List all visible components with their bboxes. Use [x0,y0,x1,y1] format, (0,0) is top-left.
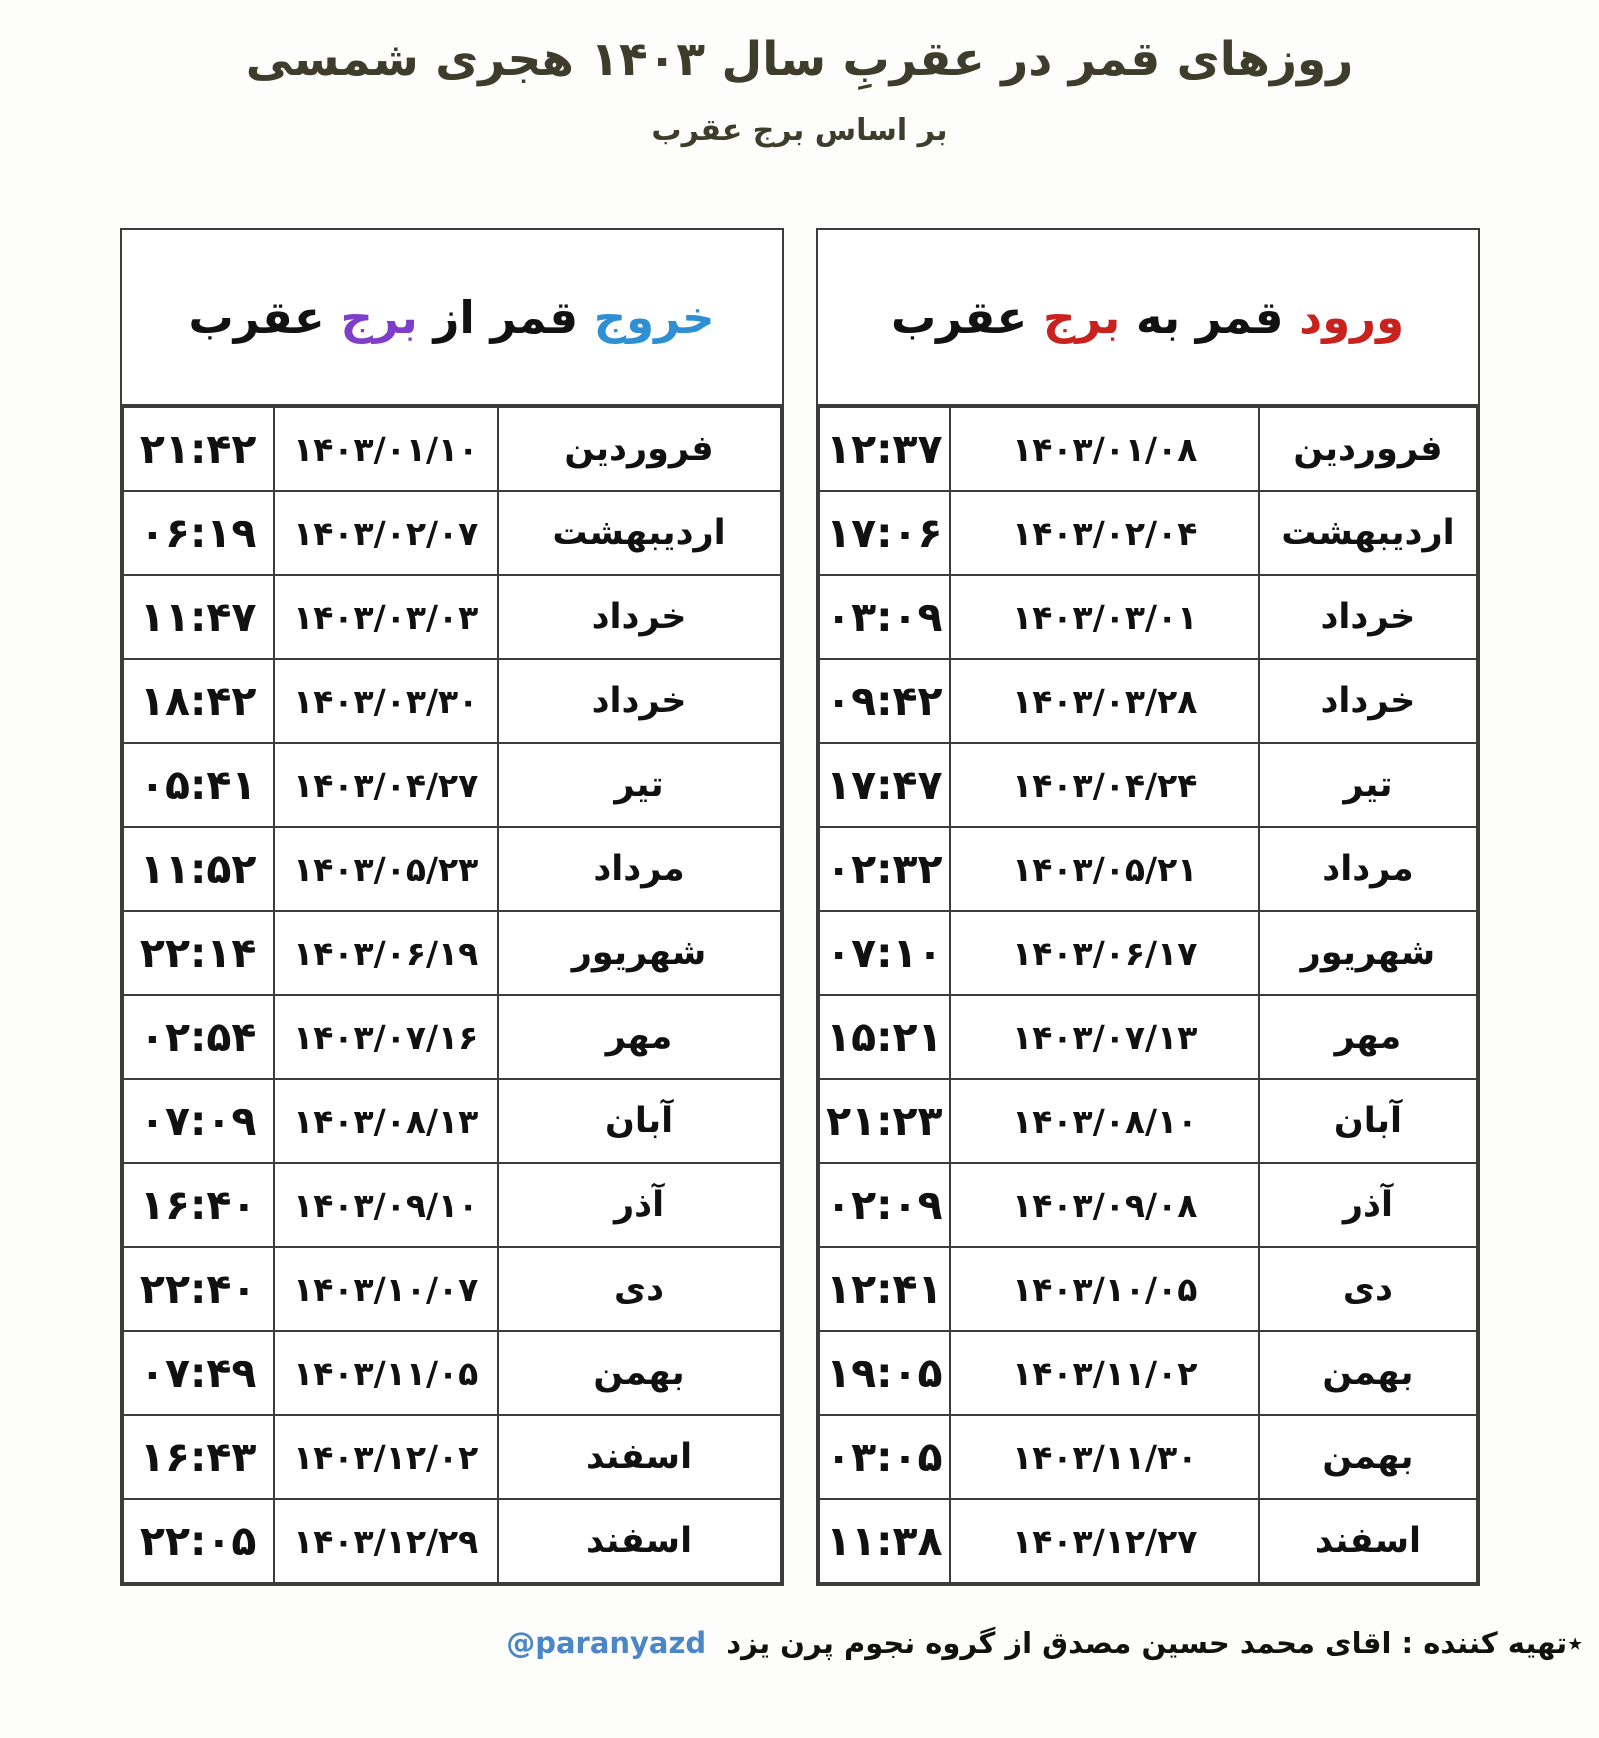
month-cell: خرداد [498,659,781,743]
moon-entry-grid [818,406,1478,1584]
time-cell: ۱۸:۴۲ [123,659,274,743]
date-cell: ۱۴۰۳/۰۶/۱۹ [274,911,498,995]
table-row [819,1079,1477,1163]
heading-word: قمر از [417,290,594,344]
moon-entry-table [816,228,1480,1586]
moon-entry-heading [818,230,1478,406]
moon-exit-grid [122,406,782,1584]
time-cell: ۰۲:۳۲ [819,827,951,911]
month-cell: مهر [498,995,781,1079]
table-row [123,1079,781,1163]
time-cell: ۱۷:۴۷ [819,743,951,827]
month-cell: اسفند [498,1415,781,1499]
table-row [123,1247,781,1331]
heading-word: قمر به [1120,290,1300,344]
month-cell: بهمن [1259,1331,1476,1415]
time-cell: ۱۲:۴۱ [819,1247,951,1331]
time-cell: ۰۷:۱۰ [819,911,951,995]
month-cell: فروردین [1259,407,1476,491]
table-row [819,1163,1477,1247]
month-cell: مهر [1259,995,1476,1079]
telegram-handle[interactable]: @paranyazd [506,1626,707,1660]
date-cell: ۱۴۰۳/۱۰/۰۷ [274,1247,498,1331]
date-cell: ۱۴۰۳/۰۳/۰۱ [950,575,1259,659]
table-row [819,911,1477,995]
page-subtitle: بر اساس برج عقرب [651,113,948,148]
date-cell: ۱۴۰۳/۰۱/۰۸ [950,407,1259,491]
moon-exit-heading [122,230,782,406]
month-cell: بهمن [1259,1415,1476,1499]
table-row [123,575,781,659]
credit-line [0,1626,1599,1660]
date-cell: ۱۴۰۳/۱۰/۰۵ [950,1247,1259,1331]
time-cell: ۱۱:۳۸ [819,1499,951,1583]
date-cell: ۱۴۰۳/۱۲/۲۷ [950,1499,1259,1583]
month-cell: آذر [1259,1163,1476,1247]
table-row [819,1415,1477,1499]
time-cell: ۱۲:۳۷ [819,407,951,491]
date-cell: ۱۴۰۳/۱۲/۰۲ [274,1415,498,1499]
time-cell: ۲۲:۰۵ [123,1499,274,1583]
table-row [819,1331,1477,1415]
month-cell: شهریور [1259,911,1476,995]
table-row [123,1415,781,1499]
month-cell: اسفند [1259,1499,1476,1583]
table-row [819,1499,1477,1583]
heading-word: برج [1042,290,1121,344]
time-cell: ۱۶:۴۰ [123,1163,274,1247]
date-cell: ۱۴۰۳/۰۳/۳۰ [274,659,498,743]
date-cell: ۱۴۰۳/۰۷/۱۳ [950,995,1259,1079]
time-cell: ۱۱:۴۷ [123,575,274,659]
month-cell: مرداد [498,827,781,911]
date-cell: ۱۴۰۳/۰۸/۱۳ [274,1079,498,1163]
month-cell: بهمن [498,1331,781,1415]
month-cell: فروردین [498,407,781,491]
month-cell: آبان [498,1079,781,1163]
date-cell: ۱۴۰۳/۰۴/۲۴ [950,743,1259,827]
date-cell: ۱۴۰۳/۰۲/۰۷ [274,491,498,575]
date-cell: ۱۴۰۳/۱۱/۰۲ [950,1331,1259,1415]
date-cell: ۱۴۰۳/۰۱/۱۰ [274,407,498,491]
month-cell: خرداد [1259,659,1476,743]
table-row [123,911,781,995]
date-cell: ۱۴۰۳/۱۲/۲۹ [274,1499,498,1583]
date-cell: ۱۴۰۳/۰۹/۰۸ [950,1163,1259,1247]
table-row [819,659,1477,743]
month-cell: آبان [1259,1079,1476,1163]
date-cell: ۱۴۰۳/۰۳/۰۳ [274,575,498,659]
table-row [123,1331,781,1415]
time-cell: ۱۶:۴۳ [123,1415,274,1499]
time-cell: ۲۲:۱۴ [123,911,274,995]
table-row [819,743,1477,827]
date-cell: ۱۴۰۳/۰۵/۲۳ [274,827,498,911]
table-row [819,575,1477,659]
heading-word: عقرب [890,290,1043,344]
tables-container [0,228,1599,1586]
table-row [819,1247,1477,1331]
time-cell: ۰۳:۰۵ [819,1415,951,1499]
table-row [123,995,781,1079]
month-cell: اسفند [498,1499,781,1583]
heading-word: خروج [593,290,715,344]
table-row [123,491,781,575]
time-cell: ۰۳:۰۹ [819,575,951,659]
table-row [819,827,1477,911]
table-row [123,659,781,743]
date-cell: ۱۴۰۳/۰۳/۲۸ [950,659,1259,743]
table-row [819,491,1477,575]
date-cell: ۱۴۰۳/۰۴/۲۷ [274,743,498,827]
time-cell: ۲۱:۴۲ [123,407,274,491]
heading-word: عقرب [188,290,341,344]
month-cell: تیر [498,743,781,827]
page-title: روزهای قمر در عقربِ سال ۱۴۰۳ هجری شمسی [245,32,1354,87]
date-cell: ۱۴۰۳/۰۲/۰۴ [950,491,1259,575]
month-cell: اردیبهشت [1259,491,1476,575]
date-cell: ۱۴۰۳/۰۷/۱۶ [274,995,498,1079]
date-cell: ۱۴۰۳/۰۹/۱۰ [274,1163,498,1247]
month-cell: دی [498,1247,781,1331]
time-cell: ۰۹:۴۲ [819,659,951,743]
heading-word: ورود [1299,290,1405,344]
time-cell: ۱۱:۵۲ [123,827,274,911]
time-cell: ۰۶:۱۹ [123,491,274,575]
time-cell: ۰۲:۵۴ [123,995,274,1079]
date-cell: ۱۴۰۳/۱۱/۳۰ [950,1415,1259,1499]
month-cell: آذر [498,1163,781,1247]
time-cell: ۱۹:۰۵ [819,1331,951,1415]
month-cell: دی [1259,1247,1476,1331]
table-row [819,407,1477,491]
heading-word: برج [340,290,418,344]
time-cell: ۲۲:۴۰ [123,1247,274,1331]
time-cell: ۱۷:۰۶ [819,491,951,575]
month-cell: تیر [1259,743,1476,827]
table-row [123,743,781,827]
month-cell: مرداد [1259,827,1476,911]
time-cell: ۱۵:۲۱ [819,995,951,1079]
moon-exit-table [120,228,784,1586]
credit-text: ٭تهیه کننده : اقای محمد حسین مصدق از گروه نجوم پرن یزد [726,1626,1583,1660]
date-cell: ۱۴۰۳/۰۶/۱۷ [950,911,1259,995]
table-row [123,1163,781,1247]
table-row [123,407,781,491]
table-row [123,1499,781,1583]
time-cell: ۰۷:۰۹ [123,1079,274,1163]
time-cell: ۰۷:۴۹ [123,1331,274,1415]
time-cell: ۰۵:۴۱ [123,743,274,827]
table-row [123,827,781,911]
month-cell: اردیبهشت [498,491,781,575]
month-cell: شهریور [498,911,781,995]
table-row [819,995,1477,1079]
date-cell: ۱۴۰۳/۰۸/۱۰ [950,1079,1259,1163]
date-cell: ۱۴۰۳/۰۵/۲۱ [950,827,1259,911]
month-cell: خرداد [498,575,781,659]
month-cell: خرداد [1259,575,1476,659]
time-cell: ۲۱:۲۳ [819,1079,951,1163]
date-cell: ۱۴۰۳/۱۱/۰۵ [274,1331,498,1415]
time-cell: ۰۲:۰۹ [819,1163,951,1247]
